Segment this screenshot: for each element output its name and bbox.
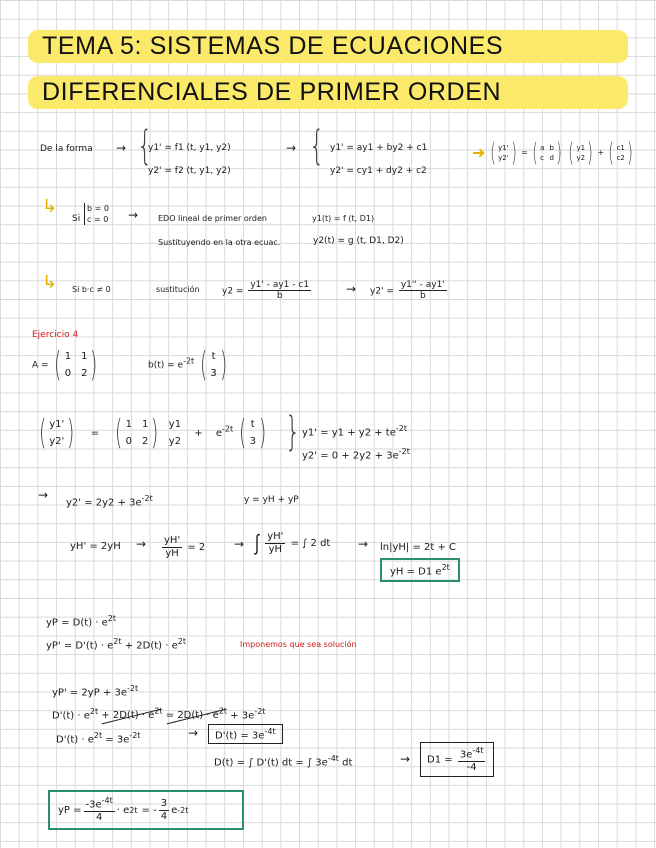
ejercicio-label: Ejercicio 4 (32, 330, 79, 340)
left-brace-icon: { (309, 123, 325, 169)
arrow-icon: → (234, 537, 245, 551)
case1-sol2: y2(t) = g (t, D1, D2) (313, 236, 404, 246)
arrow-icon: → (286, 141, 297, 155)
matrix-system: ( y1' y2' ) = ( 1 1 0 2 ) y1 y2 + $e^{-2t}$ ( t 3 ) (38, 413, 267, 453)
step1-eq: $y2' = 2y2 + 3e^{-2t}$ (66, 494, 153, 509)
step1-frac: $\frac{yH'}{yH}$ = 2 (164, 535, 206, 559)
arrow-icon: → (128, 208, 139, 222)
system1-eq1: y1' = f1 (t, y1, y2) (148, 143, 231, 153)
arrow-icon: → (38, 488, 49, 502)
arrow-icon: → (116, 141, 127, 155)
arrow-icon: → (358, 537, 369, 551)
step3-l1: $yP' = 2yP + 3e^{-2t}$ (52, 684, 139, 699)
system2-eq1: y1' = ay1 + by2 + c1 (330, 143, 428, 153)
system-eq2: $y2' = 0 + 2y2 + 3e^{-2t}$ (302, 447, 410, 462)
title-line-2: DIFERENCIALES DE PRIMER ORDEN (28, 76, 628, 109)
matrix-form: ( y1' y2' ) = ( a b c d ) ( y1 y2 ) + ( c1 c2 ) (490, 138, 633, 168)
case1-si: Si (72, 214, 81, 224)
left-brace-icon: { (137, 123, 153, 169)
step2-yp: yP = $D(t) \cdot e^{2t}$ (46, 614, 117, 629)
bullet-arrow-icon: ↳ (42, 196, 58, 217)
de-la-forma-label: De la forma (40, 144, 93, 154)
system1-eq2: y2' = f2 (t, y1, y2) (148, 166, 231, 176)
d1-result-box: D1 = $\frac{3e^{-4t}}{-4}$ (420, 742, 494, 777)
title-line-1: TEMA 5: SISTEMAS DE ECUACIONES (28, 30, 628, 63)
step3-l3: $D'(t) \cdot e^{2t} = 3e^{-2t}$ (56, 731, 141, 746)
step2-ypp: $yP' = D'(t) \cdot e^{2t} + 2D(t) \cdot e^{2t}$ (46, 637, 186, 652)
case1-sol1: y1(t) = f (t, D1) (312, 214, 375, 223)
matrix-A: A = ( 1 1 0 2 ) (32, 345, 98, 385)
case1-text1: EDO lineal de primer orden (158, 214, 267, 223)
step3-l4: D(t) = ∫ D'(t) dt = ∫ $3e^{-4t}$ dt (214, 754, 353, 769)
arrow-icon: → (400, 752, 411, 766)
step1-ln: ln|yH| = 2t + C (380, 542, 457, 553)
system-eq1: $y1' = y1 + y2 + te^{-2t}$ (302, 424, 407, 439)
vector-b: $b(t) = e^{-2t}$ ( t 3 ) (148, 345, 227, 385)
step1-y-sum: y = yH + yP (244, 495, 299, 505)
yh-result-box: yH = D1 $e^{2t}$ (380, 558, 460, 582)
right-brace-icon: } (285, 409, 301, 455)
step1-integral: ∫ $\frac{yH'}{yH}$ = ∫ 2 dt (254, 531, 331, 556)
case2-condition: Si b·c ≠ 0 (72, 285, 111, 294)
arrow-icon: → (346, 282, 357, 296)
arrow-icon: ➜ (472, 143, 486, 162)
case1-conditions: b = 0 c = 0 (84, 203, 109, 225)
bullet-arrow-icon: ↳ (42, 272, 58, 293)
arrow-icon: → (136, 537, 147, 551)
arrow-icon: → (188, 726, 199, 740)
step2-note: Imponemos que sea solución (240, 640, 357, 649)
dprime-result-box: $D'(t) = 3e^{-4t}$ (208, 724, 283, 744)
step3-l2: $D'(t) \cdot e^{2t} + 2D(t) \cdot e^{2t} = 2D(t) \cdot e^{2t} + 3e^{-2t}$ (52, 707, 266, 722)
system2-eq2: y2' = cy1 + dy2 + c2 (330, 166, 427, 176)
case2-y2p: y2' = $\frac{y1'' - ay1'}{b}$ (370, 280, 445, 302)
case2-y2: y2 = $\frac{y1' - ay1 - c1}{b}$ (222, 280, 310, 302)
step1-hom: yH' = 2yH (70, 541, 121, 552)
case2-sustitucion: sustitución (156, 285, 200, 294)
yp-final-box: yP = $\frac{-3e^{-4t}}{4}$ · e 2t = - $\frac{3}{4}$ e -2t (48, 790, 244, 830)
case1-text2: Sustituyendo en la otra ecuac. (158, 238, 281, 247)
